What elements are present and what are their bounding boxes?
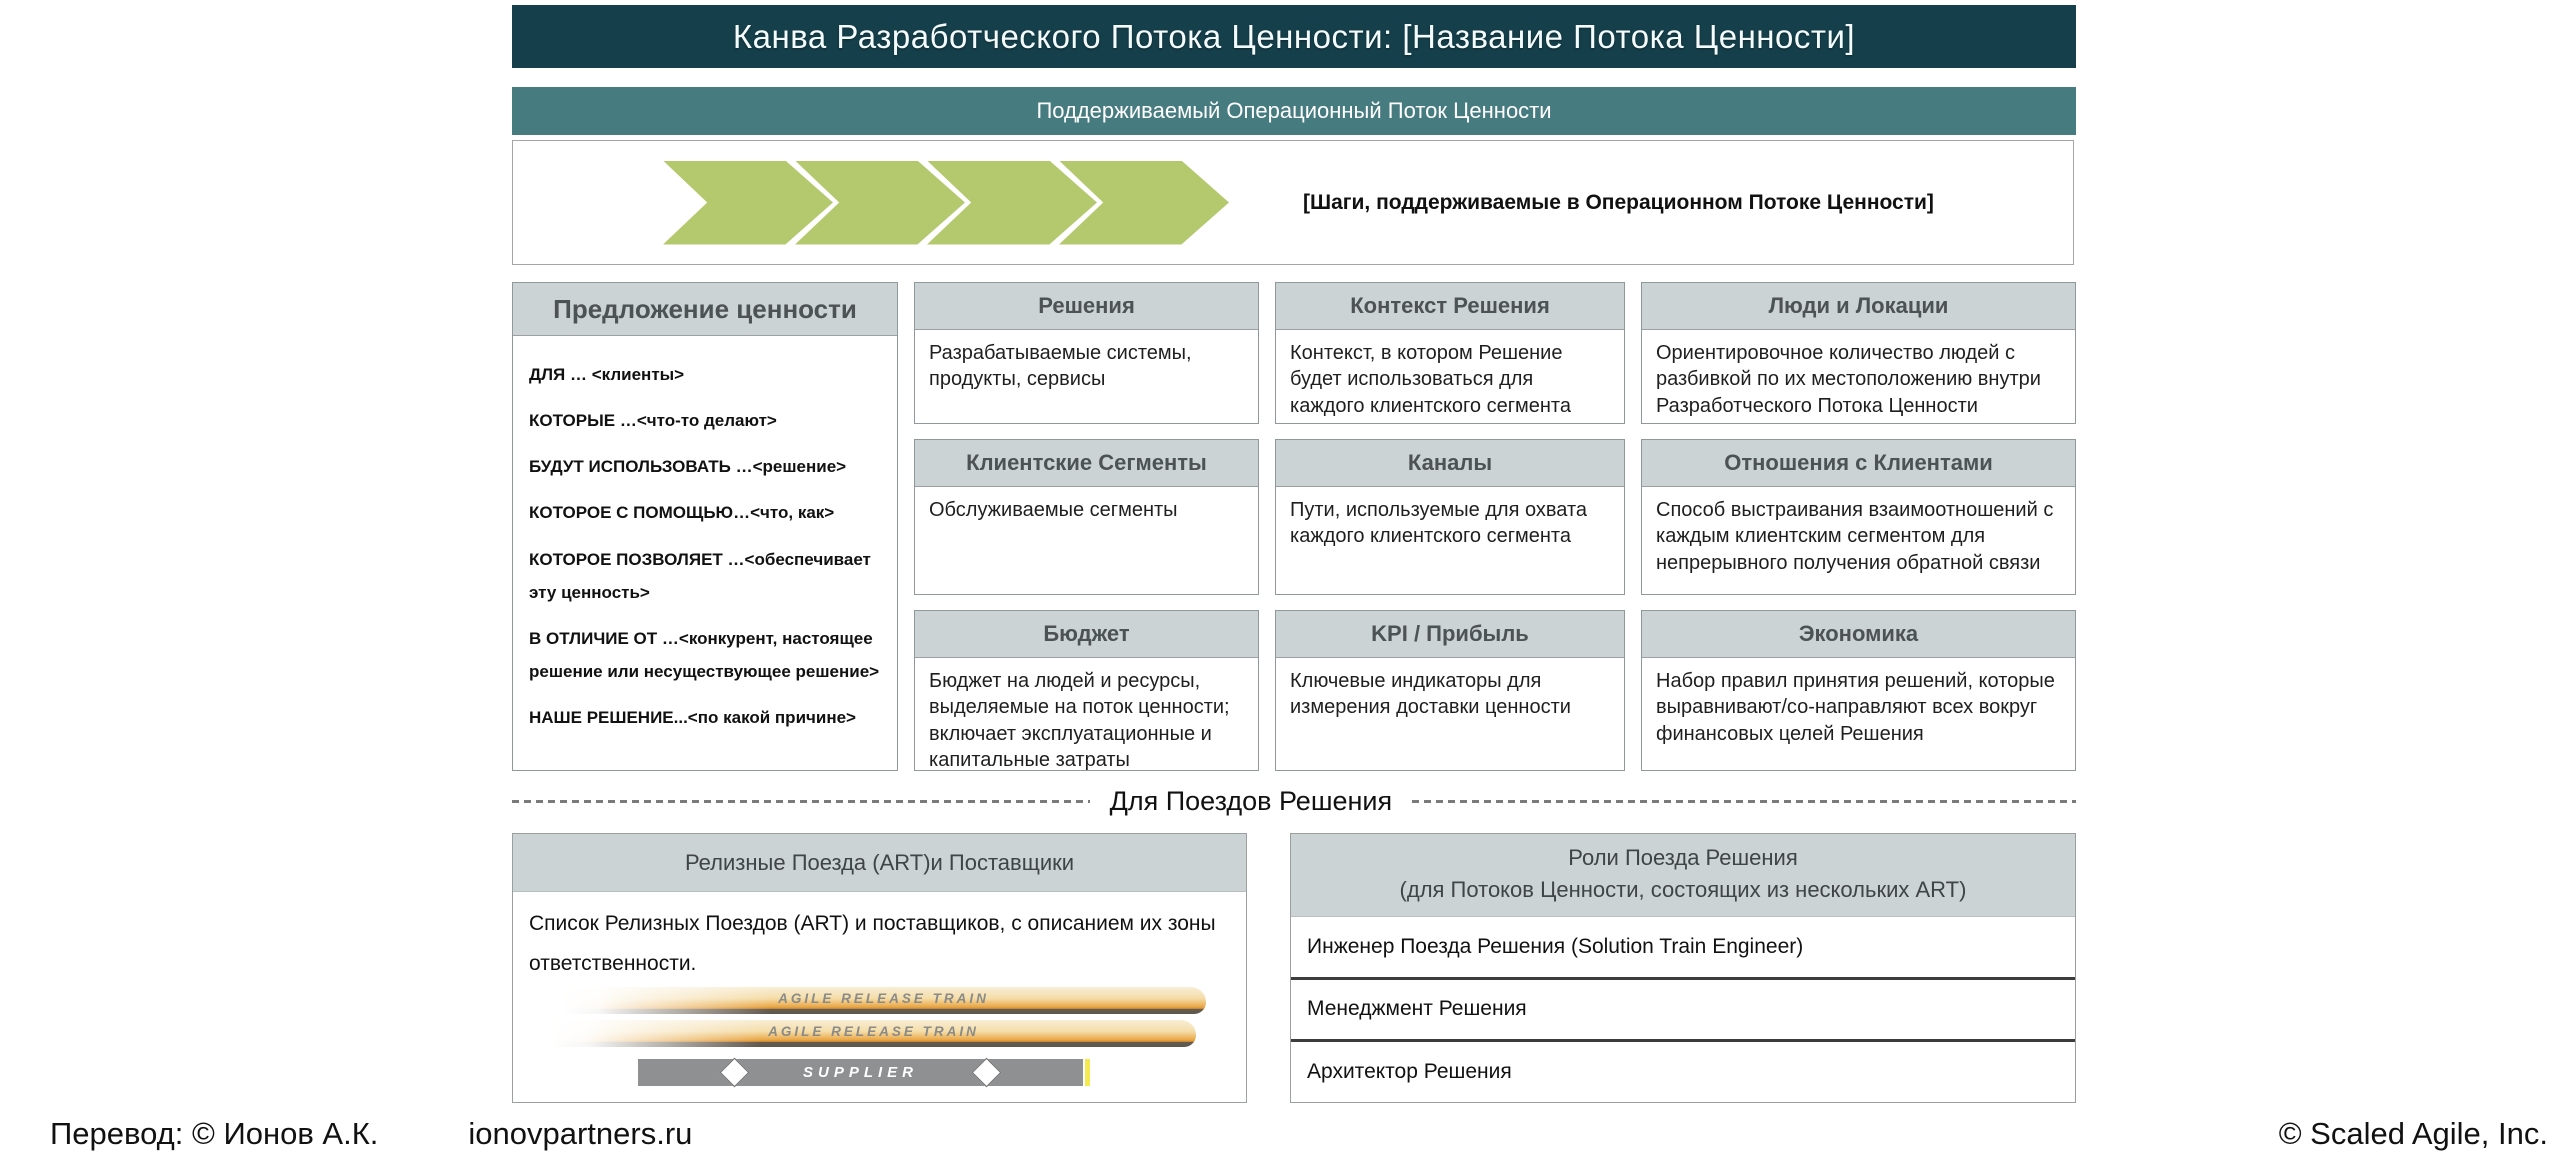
channels-title: Каналы [1407, 450, 1493, 475]
roles-title-line1: Роли Поезда Решения [1568, 845, 1798, 870]
customer-relationships-title: Отношения с Клиентами [1724, 450, 1993, 475]
customer-relationships-header [1642, 440, 2075, 487]
value-proposition-items [513, 336, 897, 757]
customer-segments-title: Клиентские Сегменты [966, 450, 1207, 475]
value-proposition-item: КОТОРЫЕ …<что-то делают> [529, 411, 777, 431]
flow-chevron-icon [663, 161, 833, 245]
solution-context-box [1275, 282, 1625, 424]
value-proposition-item: КОТОРОЕ С ПОМОЩЬЮ…<что, как> [529, 503, 835, 523]
operational-steps-box [512, 140, 2074, 265]
role-row-solution-management: Менеджмент Решения [1291, 980, 2075, 1043]
solution-train-roles-box [1290, 833, 2076, 1103]
scaled-agile-copyright: © Scaled Agile, Inc. [2278, 1116, 2548, 1151]
solutions-body: Разрабатываемые системы, продукты, сервисы [929, 342, 1192, 391]
agile-release-train-label: AGILE RELEASE TRAIN [768, 1023, 979, 1039]
people-locations-body: Ориентировочное количество людей с разбивкой по их местоположению внутри Разработческого Потока Ценности [1656, 342, 2041, 417]
release-trains-suppliers-box [512, 833, 1247, 1103]
budget-header [915, 611, 1258, 658]
customer-relationships-body: Способ выстраивания взаимоотношений с каждым клиентским сегментом для непрерывного получения обратной связи [1656, 499, 2054, 574]
value-proposition-box [512, 282, 898, 771]
people-locations-header [1642, 283, 2075, 330]
kpi-revenue-header [1276, 611, 1624, 658]
value-proposition-item: ДЛЯ … <клиенты> [529, 365, 685, 384]
channels-body: Пути, используемые для охвата каждого клиентского сегмента [1290, 499, 1588, 548]
value-proposition-header [513, 283, 897, 336]
release-trains-description: Список Релизных Поездов (ART) и поставщиков, с описанием их зоны ответственности. [529, 912, 1216, 975]
channels-box [1275, 439, 1625, 595]
solution-context-body: Контекст, в котором Решение будет использоваться для каждого клиентского сегмента [1290, 342, 1571, 417]
value-proposition-item: В ОТЛИЧИЕ ОТ …<конкурент, настоящее решение или несуществующее решение> [529, 628, 880, 681]
divider-label: Для Поездов Решения [1109, 785, 1393, 816]
divider-dash-left [512, 800, 1090, 803]
economics-body: Набор правил принятия решений, которые выравнивают/со-направляют всех вокруг финансовых целей Решения [1656, 670, 2055, 745]
agile-release-train-label: AGILE RELEASE TRAIN [778, 990, 989, 1006]
supplier-bar-icon [638, 1059, 1083, 1086]
diamond-icon [720, 1058, 750, 1088]
customer-segments-body: Обслуживаемые сегменты [929, 499, 1178, 521]
channels-header [1276, 440, 1624, 487]
solutions-header [915, 283, 1258, 330]
release-trains-header [513, 834, 1246, 892]
flow-chevrons [663, 161, 1191, 245]
yellow-tick-decoration [1085, 1059, 1090, 1086]
steps-placeholder-note: [Шаги, поддерживаемые в Операционном Потоке Ценности] [1303, 190, 1934, 214]
value-proposition-item: БУДУТ ИСПОЛЬЗОВАТЬ …<решение> [529, 457, 847, 477]
customer-relationships-box [1641, 439, 2076, 595]
solution-trains-divider [512, 785, 2076, 817]
value-proposition-item: НАШЕ РЕШЕНИЕ...<по какой причине> [529, 708, 856, 728]
economics-title: Экономика [1798, 621, 1919, 646]
value-proposition-item: КОТОРОЕ ПОЗВОЛЯЕТ …<обеспечивает эту ценность> [529, 549, 871, 602]
operational-value-stream-bar [512, 87, 2076, 135]
operational-value-stream-label: Поддерживаемый Операционный Поток Ценности [1036, 98, 1552, 123]
solution-train-roles-header [1291, 834, 2075, 917]
roles-title-line2: (для Потоков Ценности, состоящих из нескольких ART) [1399, 876, 1967, 902]
agile-release-train-icon [551, 1020, 1196, 1047]
agile-release-train-icon [561, 987, 1206, 1014]
kpi-revenue-title: KPI / Прибыль [1371, 621, 1529, 646]
solutions-box [914, 282, 1259, 424]
people-locations-title: Люди и Локации [1768, 293, 1949, 318]
solution-context-title: Контекст Решения [1350, 293, 1550, 318]
supplier-label: SUPPLIER [802, 1064, 918, 1081]
role-row-ste: Инженер Поезда Решения (Solution Train Engineer) [1291, 917, 2075, 980]
translator-site-link: ionovpartners.ru [468, 1116, 693, 1151]
solution-context-header [1276, 283, 1624, 330]
page-title-bar [512, 5, 2076, 68]
economics-header [1642, 611, 2075, 658]
economics-box [1641, 610, 2076, 771]
customer-segments-header [915, 440, 1258, 487]
canvas-area [512, 0, 2076, 1110]
canvas-grid [512, 282, 2076, 771]
release-trains-body [513, 892, 1246, 1103]
role-row-solution-architect: Архитектор Решения [1307, 1060, 1512, 1084]
budget-body: Бюджет на людей и ресурсы, выделяемые на поток ценности; включает эксплуатационные и капитальные затраты [929, 670, 1230, 771]
page-title: Канва Разработческого Потока Ценности: [Название Потока Ценности] [732, 17, 1856, 55]
translation-author: Перевод: © Ионов А.К. [50, 1116, 379, 1151]
customer-segments-box [914, 439, 1259, 595]
diamond-icon [972, 1058, 1002, 1088]
translation-credit [50, 1116, 692, 1152]
budget-box [914, 610, 1259, 771]
release-trains-title: Релизные Поезда (ART)и Поставщики [684, 849, 1075, 875]
people-locations-box [1641, 282, 2076, 424]
kpi-revenue-box [1275, 610, 1625, 771]
value-proposition-title: Предложение ценности [553, 293, 857, 324]
divider-dash-right [1412, 800, 2076, 803]
kpi-revenue-body: Ключевые индикаторы для измерения доставки ценности [1290, 670, 1571, 719]
solutions-title: Решения [1038, 293, 1135, 318]
budget-title: Бюджет [1043, 621, 1130, 646]
